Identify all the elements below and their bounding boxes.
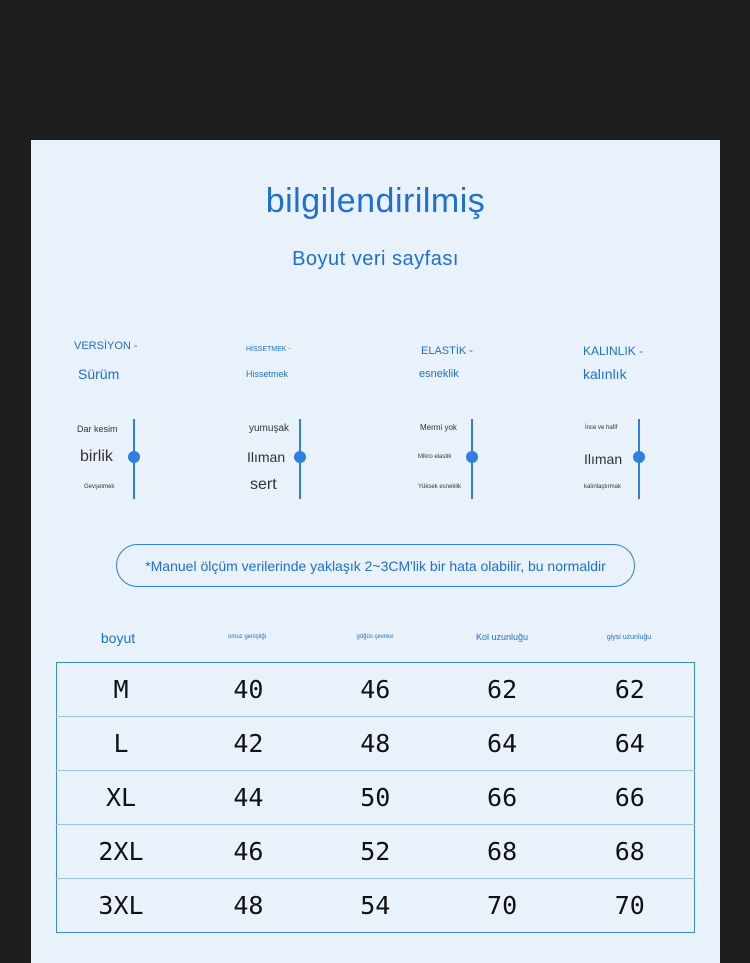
cell-chest: 46 <box>360 675 391 704</box>
table-row <box>57 717 695 771</box>
page-subtitle: Boyut veri sayfası <box>292 248 459 270</box>
attr-version-bottom: Gevşetmek <box>84 484 115 490</box>
cell-chest: 52 <box>312 825 439 879</box>
cell-shoulder: 44 <box>185 771 312 825</box>
table-row <box>57 771 695 825</box>
attr-feel-marker <box>294 451 306 463</box>
attr-elastic-label: esneklik <box>419 368 459 380</box>
cell-chest: 54 <box>312 879 439 933</box>
cell-chest: 50 <box>312 771 439 825</box>
table-row <box>57 663 695 717</box>
col-header-chest: göğüs çevresi <box>356 634 394 640</box>
attr-version-heading: VERSİYON - <box>74 340 138 352</box>
cell-shoulder: 48 <box>185 879 312 933</box>
measurement-note: *Manuel ölçüm verilerinde yaklaşık 2~3CM'lik bir hata olabilir, bu normaldir <box>116 544 635 587</box>
cell-size: 3XL <box>57 879 186 933</box>
cell-shoulder: 42 <box>185 717 312 771</box>
cell-chest: 48 <box>312 717 439 771</box>
cell-length: 64 <box>566 717 695 771</box>
cell-sleeve: 68 <box>439 825 566 879</box>
cell-sleeve: 64 <box>439 717 566 771</box>
attr-feel-bottom: sert <box>250 476 277 493</box>
attr-elastic-heading: ELASTİK - <box>421 345 473 357</box>
attr-version-top: Dar kesim <box>77 424 118 434</box>
page-title: bilgilendirilmiş <box>265 182 486 220</box>
cell-size: 2XL <box>57 825 186 879</box>
attr-feel-middle: Ilıman <box>247 449 286 465</box>
cell-length: 70 <box>566 879 695 933</box>
cell-sleeve: 70 <box>439 879 566 933</box>
size-table <box>56 662 695 933</box>
attr-feel-heading: HİSSETMEK - <box>246 346 291 353</box>
attr-elastic-bottom: Yüksek esneklik <box>418 484 462 490</box>
cell-length: 62 <box>614 675 645 704</box>
cell-sleeve: 62 <box>487 675 518 704</box>
col-header-shoulder: omuz genişliği <box>227 634 267 640</box>
attr-thickness-heading: KALINLIK - <box>583 344 644 358</box>
attr-elastic-top: Mermi yok <box>420 423 457 432</box>
size-chart-card <box>31 140 720 963</box>
table-row <box>57 879 695 933</box>
attr-version-marker <box>128 451 140 463</box>
col-header-length: giysi uzunluğu <box>606 634 652 641</box>
col-header-sleeve: Kol uzunluğu <box>475 632 529 642</box>
cell-shoulder: 40 <box>233 675 264 704</box>
attr-thickness-bottom: kalınlaştırmak <box>584 484 622 490</box>
cell-sleeve: 66 <box>439 771 566 825</box>
attr-thickness-top: İnce ve hafif <box>585 425 618 431</box>
cell-size: L <box>57 717 186 771</box>
attr-elastic-marker <box>466 451 478 463</box>
attr-feel-top: yumuşak <box>249 423 290 434</box>
attr-thickness-label: kalınlık <box>583 366 627 382</box>
attr-thickness-marker <box>633 451 645 463</box>
attr-elastic-middle: Mikro elastik <box>418 454 452 460</box>
cell-length: 66 <box>566 771 695 825</box>
attr-version-middle: birlik <box>80 448 113 465</box>
cell-size: XL <box>57 771 186 825</box>
cell-size: M <box>113 675 129 704</box>
table-row <box>57 825 695 879</box>
attr-version-label: Sürüm <box>78 366 120 382</box>
cell-length: 68 <box>566 825 695 879</box>
attr-thickness-middle: Ilıman <box>584 451 623 467</box>
cell-shoulder: 46 <box>185 825 312 879</box>
attr-feel-label: Hissetmek <box>246 369 289 379</box>
col-header-size: boyut <box>100 630 136 646</box>
